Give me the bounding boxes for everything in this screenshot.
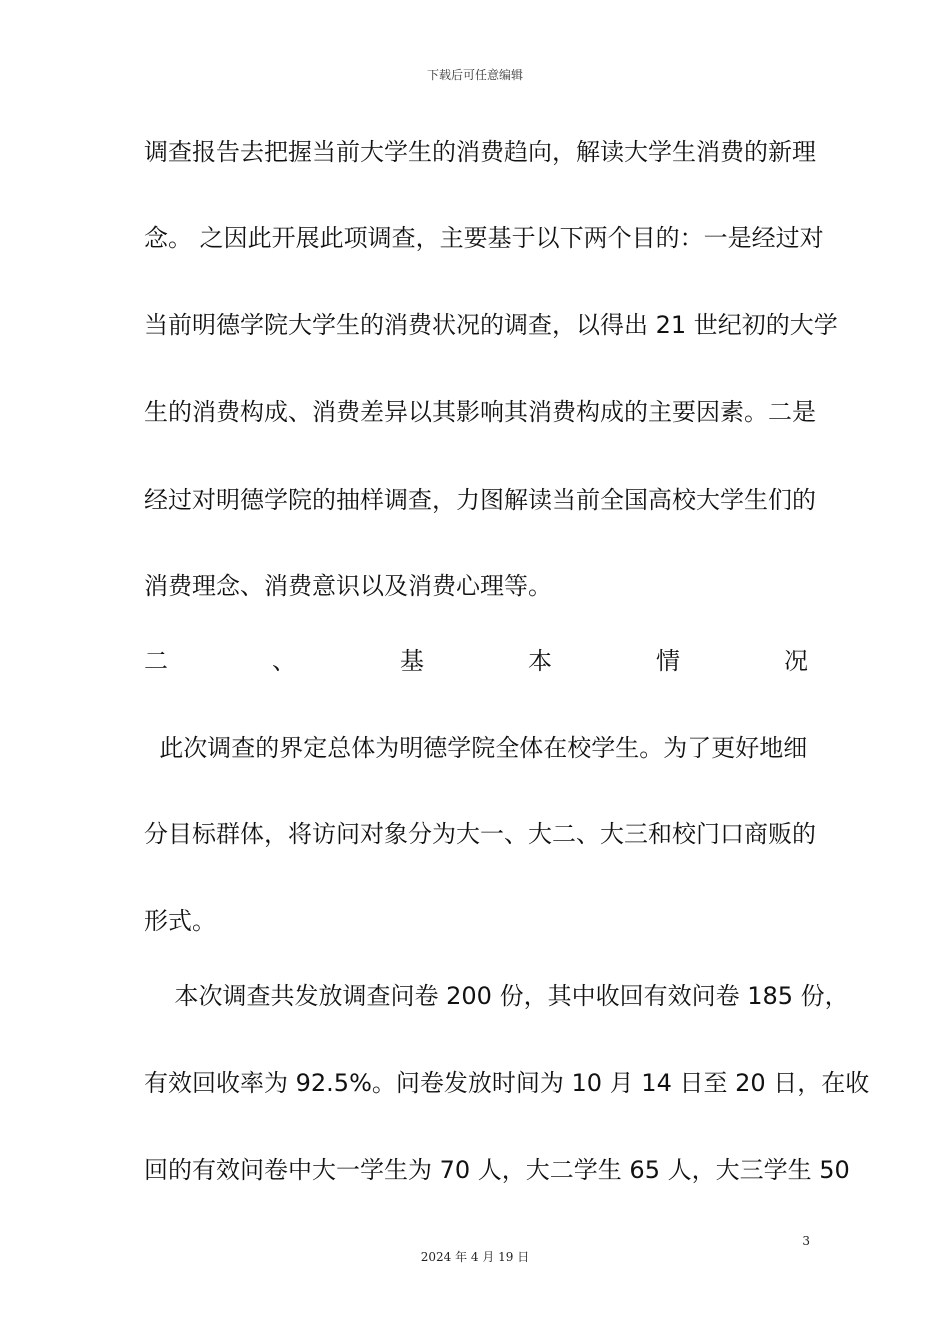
paragraph-line: 本次调查共发放调查问卷 200 份，其中收回有效问卷 185 份， (144, 982, 849, 1010)
paragraph-line: 当前明德学院大学生的消费状况的调查，以得出 21 世纪初的大学 (144, 311, 838, 339)
paragraph-line: 消费理念、消费意识以及消费心理等。 (144, 572, 552, 600)
paragraph-line: 回的有效问卷中大一学生为 70 人，大二学生 65 人，大三学生 50 (144, 1156, 850, 1184)
heading-char: 况 (784, 647, 808, 675)
heading-char: 情 (656, 647, 680, 675)
header-note: 下载后可任意编辑 (426, 68, 523, 82)
paragraph-line: 此次调查的界定总体为明德学院全体在校学生。为了更好地细 (144, 734, 808, 762)
section-heading (144, 645, 808, 677)
paragraph-line: 经过对明德学院的抽样调查，力图解读当前全国高校大学生们的 (144, 486, 816, 514)
footer-date: 2024 年 4 月 19 日 (420, 1250, 530, 1264)
heading-char: 、 (272, 647, 296, 675)
heading-char: 基 (400, 647, 424, 675)
paragraph-line: 有效回收率为 92.5%。问卷发放时间为 10 月 14 日至 20 日，在收 (144, 1069, 870, 1097)
paragraph-line: 形式。 (144, 907, 216, 935)
heading-char: 二 (144, 647, 168, 675)
heading-char: 本 (528, 647, 552, 675)
paragraph-line: 调查报告去把握当前大学生的消费趋向，解读大学生消费的新理 (144, 138, 816, 166)
paragraph-line: 念。 之因此开展此项调查，主要基于以下两个目的：一是经过对 (144, 224, 824, 252)
page-number: 3 (802, 1234, 810, 1248)
paragraph-line: 分目标群体，将访问对象分为大一、大二、大三和校门口商贩的 (144, 820, 816, 848)
paragraph-line: 生的消费构成、消费差异以其影响其消费构成的主要因素。二是 (144, 398, 816, 426)
